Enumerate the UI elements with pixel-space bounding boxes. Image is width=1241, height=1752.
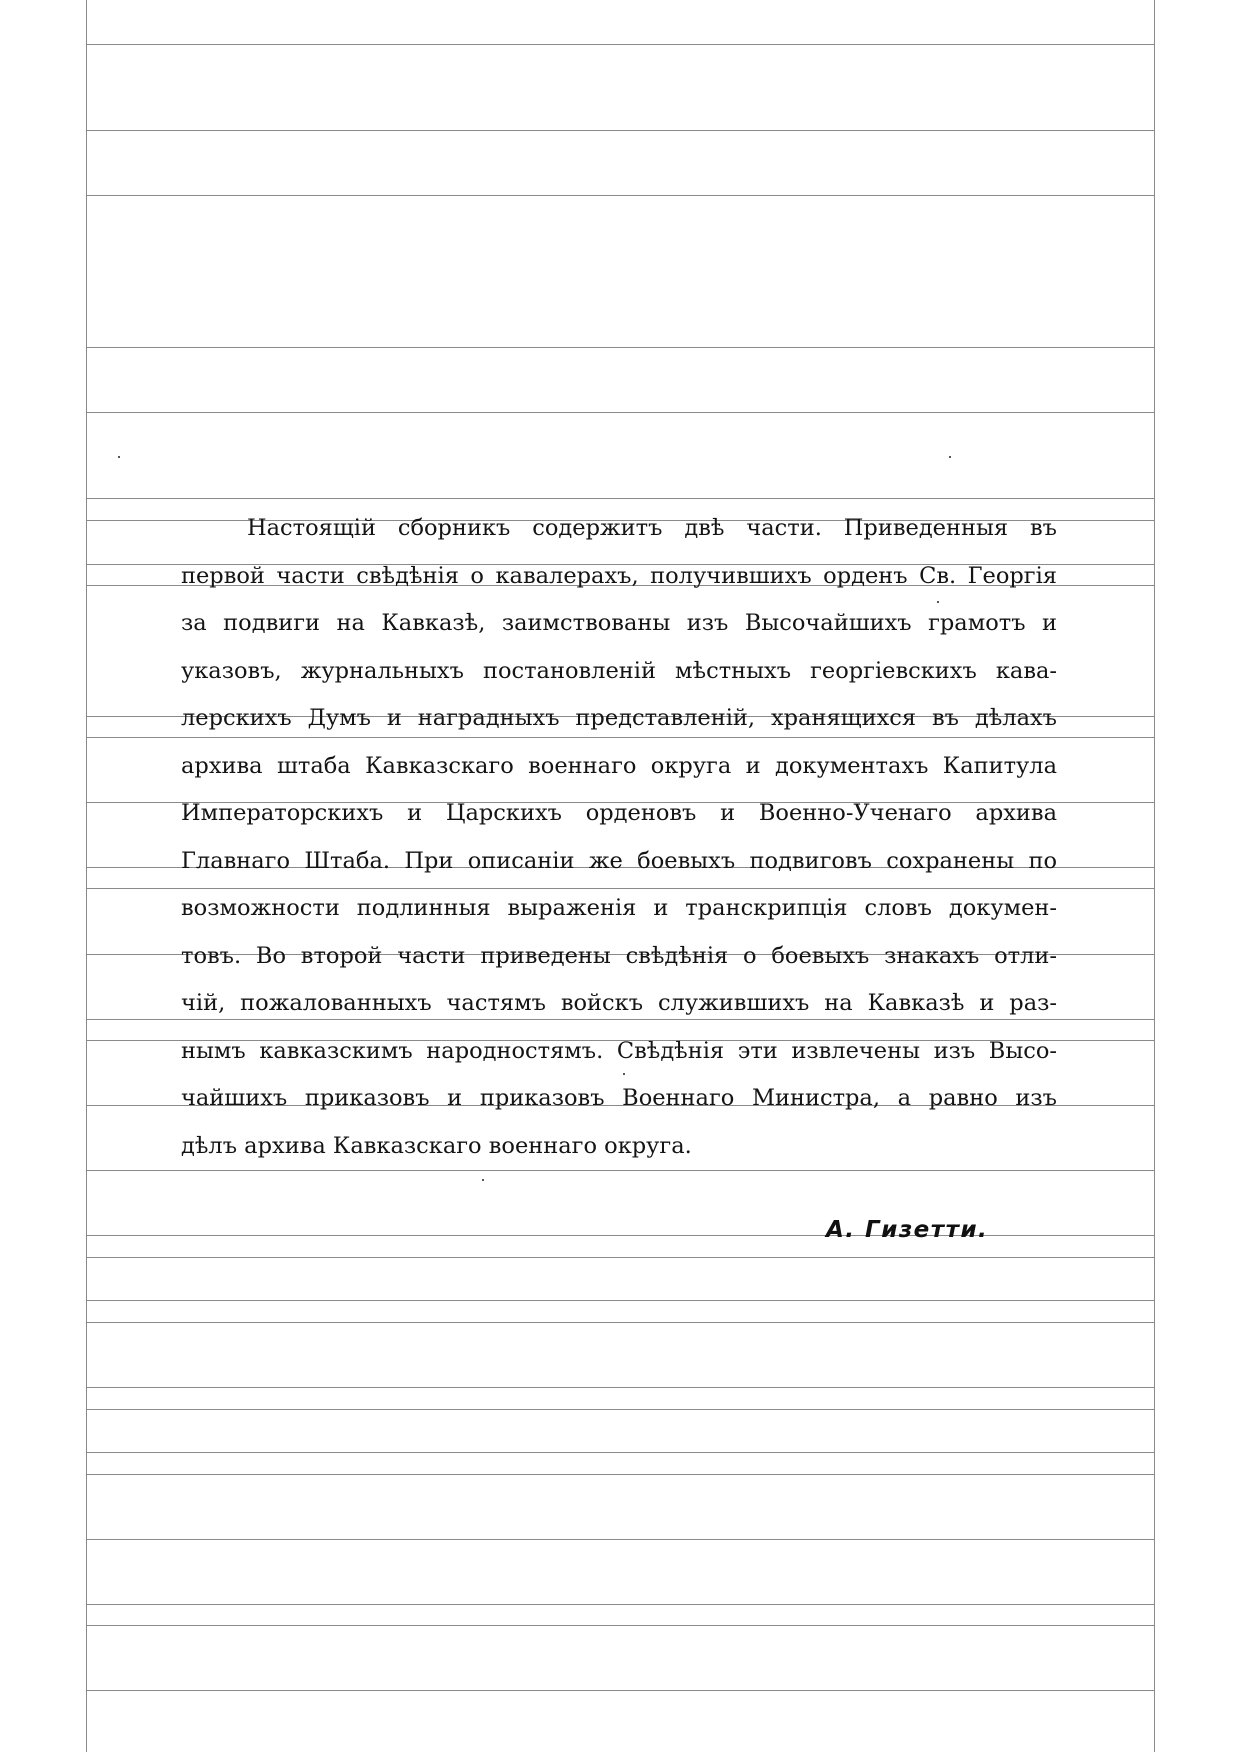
scan-speck xyxy=(949,456,951,458)
scan-speck xyxy=(118,456,120,458)
preface-line: дѣлъ архива Кавказскаго военнаго округа. xyxy=(181,1132,692,1159)
ruled-line xyxy=(86,1322,1154,1323)
preface-line: Настоящій сборникъ содержитъ двѣ части. Приведенныя въ xyxy=(247,515,1057,541)
left-margin-rule xyxy=(86,0,87,1752)
preface-line: лерскихъ Думъ и наградныхъ представленій, хранящихся въ дѣлахъ xyxy=(181,705,1057,731)
preface-line: за подвиги на Кавказѣ, заимствованы изъ Высочайшихъ грамотъ и xyxy=(181,610,1057,636)
ruled-line xyxy=(86,1387,1154,1388)
ruled-line xyxy=(86,130,1154,131)
preface-line: первой части свѣдѣнія о кавалерахъ, получившихъ орденъ Св. Георгія xyxy=(181,562,1057,589)
ruled-line xyxy=(86,195,1154,196)
right-margin-rule xyxy=(1154,0,1155,1752)
preface-line: указовъ, журнальныхъ постановленій мѣстныхъ георгіевскихъ кава- xyxy=(181,657,1057,684)
ruled-line xyxy=(86,44,1154,45)
ruled-line xyxy=(86,1625,1154,1626)
ruled-line xyxy=(86,1409,1154,1410)
scan-speck xyxy=(482,1179,484,1181)
ruled-line xyxy=(86,412,1154,413)
preface-line: Главнаго Штаба. При описаніи же боевыхъ подвиговъ сохранены по xyxy=(181,847,1057,874)
preface-line: архива штаба Кавказскаго военнаго округа и документахъ Капитула xyxy=(181,752,1057,779)
ruled-line xyxy=(86,498,1154,499)
preface-line: нымъ кавказскимъ народностямъ. Свѣдѣнія эти извлечены изъ Высо- xyxy=(181,1037,1057,1064)
preface-paragraph xyxy=(181,505,1057,1170)
ruled-line xyxy=(86,1604,1154,1605)
ruled-line xyxy=(86,1539,1154,1540)
preface-line: чайшихъ приказовъ и приказовъ Военнаго Министра, а равно изъ xyxy=(181,1085,1057,1111)
ruled-line xyxy=(86,1474,1154,1475)
ruled-line xyxy=(86,1452,1154,1453)
preface-line: чій, пожалованныхъ частямъ войскъ служившихъ на Кавказѣ и раз- xyxy=(181,990,1057,1016)
ruled-line xyxy=(86,347,1154,348)
author-signature: А. Гизетти. xyxy=(826,1217,989,1243)
ruled-line xyxy=(86,1300,1154,1301)
ruled-line xyxy=(86,1170,1154,1171)
ruled-line xyxy=(86,1235,1154,1236)
ruled-line xyxy=(86,1690,1154,1691)
preface-line: Императорскихъ и Царскихъ орденовъ и Военно-Ученаго архива xyxy=(181,800,1057,826)
ruled-line xyxy=(86,1257,1154,1258)
preface-line: возможности подлинныя выраженія и транскрипція словъ докумен- xyxy=(181,895,1057,921)
preface-line: товъ. Во второй части приведены свѣдѣнія о боевыхъ знакахъ отли- xyxy=(181,942,1057,969)
